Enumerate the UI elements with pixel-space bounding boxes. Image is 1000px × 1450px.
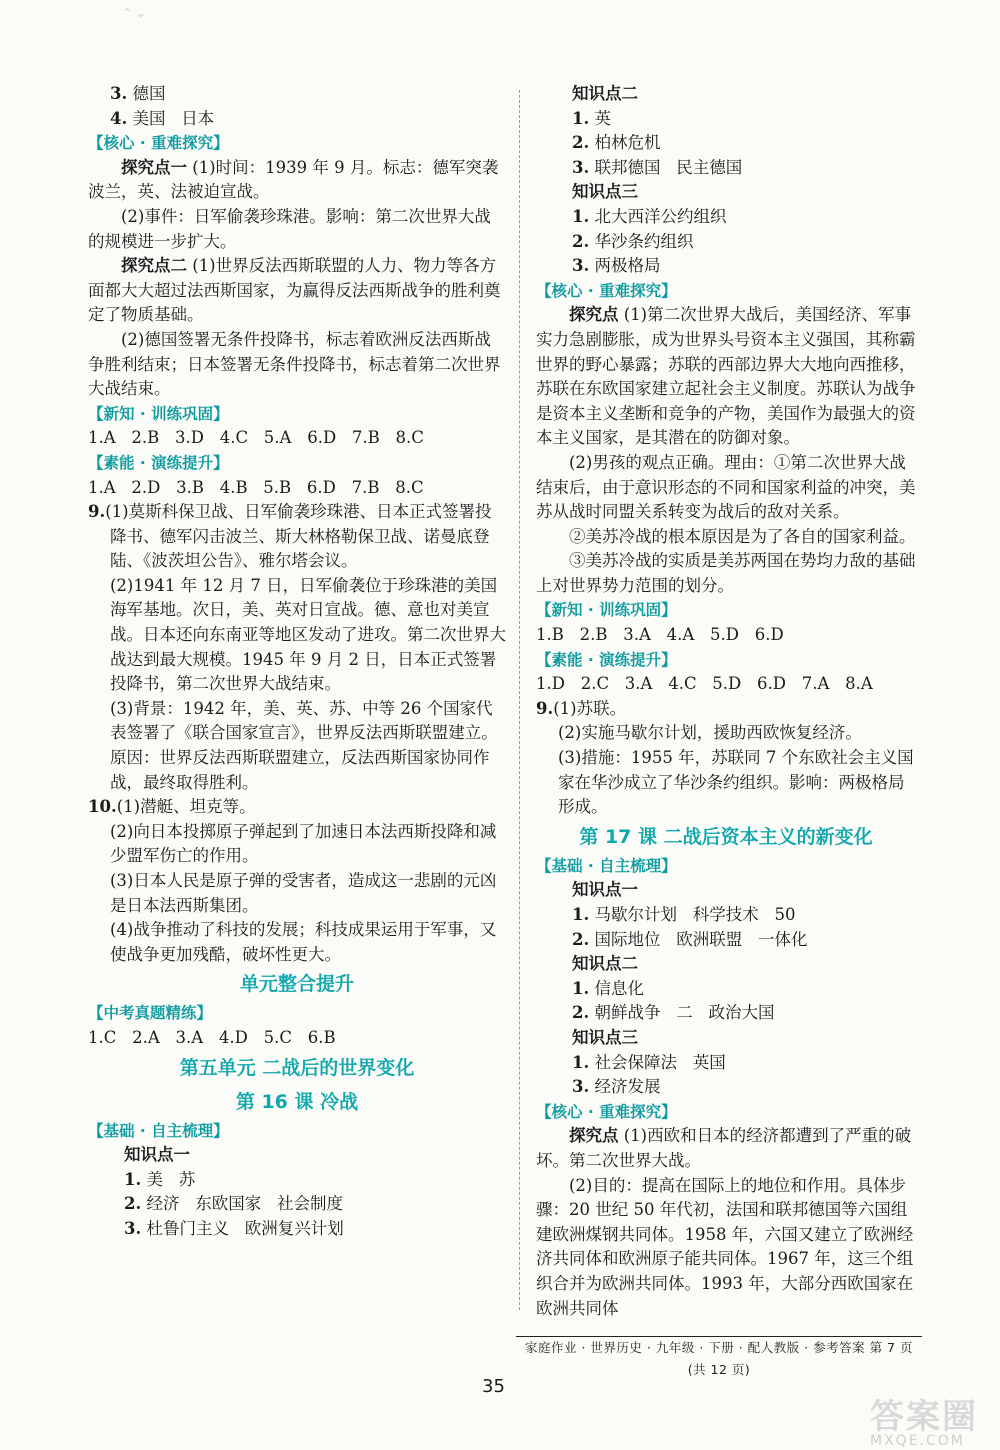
lesson-title: 单元整合提升 (239, 973, 354, 996)
item-text: 马歇尔计划 科学技术 50 (589, 905, 796, 924)
item-text: 经济发展 (589, 1077, 661, 1097)
section-heading: 【核心 · 重难探究】 (536, 281, 677, 300)
item-text: (4)战争推动了科技的发展；科技成果运用于军事，又使战争更加残酷，破坏性更大。 (110, 920, 497, 964)
item-label: 10. (88, 797, 117, 817)
item-text: 知识点一 (124, 1145, 190, 1165)
item-label: 2. (572, 1003, 590, 1023)
answer-paragraph (88, 697, 506, 795)
answer-paragraph (88, 156, 506, 205)
answer-paragraph (536, 746, 916, 820)
item-text: 两极格局 (589, 256, 661, 276)
answer-line (88, 1026, 506, 1051)
item-label: 2. (124, 1194, 142, 1214)
item-label: 3. (124, 1218, 142, 1238)
item-label: 2. (572, 231, 590, 251)
answer-line (536, 180, 916, 205)
answer-paragraph (536, 1174, 916, 1322)
item-label: 3. (572, 1077, 590, 1097)
top-mark: ⌃ ⌄ (122, 6, 146, 20)
answer-line (536, 928, 916, 953)
item-text: 1.D 2.C 3.A 4.C 5.D 6.D 7.A 8.A (536, 674, 873, 694)
section-heading: 【核心 · 重难探究】 (536, 1102, 677, 1121)
item-text: (2)实施马歇尔计划，援助西欧恢复经济。 (558, 723, 862, 743)
item-label: 9. (88, 502, 106, 522)
item-text: 知识点三 (572, 1027, 638, 1047)
item-label: 1. (572, 905, 590, 924)
item-text: (1)潜艇、坦克等。 (116, 797, 256, 817)
item-text: (3)措施：1955 年，苏联同 7 个东欧社会主义国家在华沙成立了华沙条约组织。影响：两极格局形成。 (558, 748, 914, 817)
item-text: (2)目的：提高在国际上的地位和作用。具体步骤：20 世纪 50 年代初，法国和联邦德国等六国组建欧洲煤钢共同体。1958 年，六国又建立了欧洲经济共同体和欧洲原子能共同体。1967 年，这三个组织合并为欧洲共同体。1993 年，大部分西欧国家在欧洲共同体 (536, 1175, 914, 1318)
page-footer: 家庭作业 · 世界历史 · 九年级 · 下册 · 配人教版 · 参考答案 第 7 页(共 12 页) (516, 1336, 922, 1359)
item-text: ③美苏冷战的实质是美苏两国在势均力敌的基础上对世界势力范围的划分。 (536, 551, 916, 595)
watermark-logo (870, 1397, 980, 1449)
item-text: (3)背景：1942 年，美、英、苏、中等 26 个国家代表签署了《联合国家宣言》，世界反法西斯联盟建立。原因：世界反法西斯联盟建立，反法西斯国家协同作战，最终取得胜利。 (110, 698, 498, 792)
answer-line (536, 1026, 916, 1051)
answer-line (88, 1192, 506, 1217)
item-text: 知识点三 (572, 182, 638, 202)
item-label: 探究点 (569, 1126, 619, 1146)
section-heading: 【新知 · 训练巩固】 (88, 404, 229, 423)
item-text: (1)西欧和日本的经济都遭到了严重的破坏。第二次世界大战。 (536, 1126, 912, 1170)
section-heading: 【基础 · 自主梳理】 (88, 1121, 229, 1140)
item-label: 探究点二 (121, 256, 187, 276)
item-text: 1.B 2.B 3.A 4.A 5.D 6.D (536, 625, 784, 645)
section-heading: 【基础 · 自主梳理】 (536, 856, 677, 875)
item-label: 3. (572, 256, 590, 276)
item-text: 美国 日本 (127, 108, 215, 128)
answer-paragraph (536, 451, 916, 525)
answer-paragraph (88, 205, 506, 254)
answer-line (536, 230, 916, 255)
item-text: 1.A 2.D 3.B 4.B 5.B 6.D 7.B 8.C (88, 477, 424, 497)
item-text: 经济 东欧国家 社会制度 (141, 1194, 343, 1214)
item-text: 北大西洋公约组织 (589, 206, 727, 226)
answer-paragraph (88, 869, 506, 918)
watermark-text: 答案圈 (870, 1397, 978, 1437)
item-text: 华沙条约组织 (589, 231, 694, 251)
item-label: 2. (572, 133, 590, 153)
answer-paragraph (88, 328, 506, 402)
left-column (88, 82, 506, 1242)
item-text: (1)世界反法西斯联盟的人力、物力等各方面都大大超过法西斯国家，为赢得反法西斯战争的胜利奠定了物质基础。 (88, 256, 501, 325)
item-text: 柏林危机 (589, 133, 661, 153)
answer-line (88, 476, 506, 501)
item-text: 社会保障法 英国 (589, 1052, 726, 1072)
item-text: 国际地位 欧洲联盟 一体化 (589, 929, 808, 949)
answer-line (536, 82, 916, 107)
item-text: (2)1941 年 12 月 7 日，日军偷袭位于珍珠港的美国海军基地。次日，美、英对日宣战。德、意也对美宣战。日本还向东南亚等地区发动了进攻。第二次世界大战达到最大规模。1945 年 9 月 2 日，日本正式签署投降书，第二次世界大战结束。 (110, 575, 506, 694)
answer-paragraph (536, 525, 916, 550)
item-text: (1)莫斯科保卫战、日军偷袭珍珠港、日本正式签署投降书、德军闪击波兰、斯大林格勒保卫战、诺曼底登陆、《波茨坦公告》、雅尔塔会议。 (105, 502, 492, 571)
answer-line (88, 1143, 506, 1168)
answer-line (536, 1001, 916, 1026)
answer-line (88, 1168, 506, 1193)
item-text: 信息化 (589, 978, 644, 998)
lesson-title: 第五单元 二战后的世界变化 (179, 1056, 415, 1079)
right-column (536, 82, 916, 1321)
answer-paragraph (536, 303, 916, 451)
item-text: 1.C 2.A 3.A 4.D 5.C 6.B (88, 1027, 336, 1047)
answer-paragraph (536, 1124, 916, 1173)
lesson-title: 第 16 课 冷战 (235, 1090, 359, 1113)
section-heading: 【新知 · 训练巩固】 (536, 601, 677, 620)
item-text: (2)向日本投掷原子弹起到了加速日本法西斯投降和减少盟军伤亡的作用。 (110, 821, 497, 866)
item-text: (1)苏联。 (553, 698, 627, 718)
answer-paragraph (88, 918, 506, 967)
item-label: 4. (110, 108, 128, 128)
item-text: (2)男孩的观点正确。理由：①第二次世界大战结束后，由于意识形态的不同和国家利益的冲突，美苏从战时同盟关系转变为战后的敌对关系。 (536, 452, 916, 522)
answer-line (536, 205, 916, 230)
item-label: 探究点 (569, 305, 619, 325)
section-heading: 【素能 · 演练提升】 (536, 650, 677, 669)
answer-paragraph (536, 721, 916, 746)
item-text: 德国 (127, 84, 166, 103)
item-text: (1)时间：1939 年 9 月。标志：德军突袭波兰，英、法被迫宣战。 (88, 157, 499, 202)
section-heading: 【核心 · 重难探究】 (88, 134, 229, 153)
answer-line (536, 131, 916, 156)
section-heading: 【中考真题精练】 (88, 1004, 213, 1023)
item-text: 朝鲜战争 二 政治大国 (589, 1003, 775, 1023)
lesson-title: 第 17 课 二战后资本主义的新变化 (579, 825, 873, 848)
answer-line (536, 878, 916, 903)
answer-paragraph (536, 549, 916, 598)
item-label: 9. (536, 698, 554, 718)
item-text: 美 苏 (141, 1169, 196, 1189)
answer-paragraph (88, 574, 506, 697)
item-text: (1)第二次世界大战后，美国经济、军事实力急剧膨胀，成为世界头号资本主义强国，其称霸世界的野心暴露；苏联的西部边界大大地向西推移，苏联在东欧国家建立起社会主义制度。苏联认为战争是资本主义垄断和竞争的产物，美国作为最强大的资本主义国家，是其潜在的防御对象。 (536, 305, 916, 448)
answer-line (536, 977, 916, 1002)
item-label: 3. (572, 157, 590, 177)
page-number: 35 (482, 1376, 505, 1397)
answer-line (536, 1051, 916, 1076)
question-item (88, 500, 506, 574)
answer-line (536, 952, 916, 977)
item-label: 探究点一 (121, 157, 187, 177)
answer-line (88, 1217, 506, 1242)
item-text: (3)日本人民是原子弹的受害者，造成这一悲剧的元凶是日本法西斯集团。 (110, 871, 497, 915)
item-text: 知识点二 (572, 84, 638, 103)
answer-line (88, 82, 506, 107)
answer-paragraph (88, 820, 506, 869)
item-label: 1. (572, 108, 590, 128)
answer-line (536, 254, 916, 279)
item-text: 知识点一 (572, 880, 638, 900)
watermark-url: MXQE.COM (870, 1433, 965, 1449)
answer-line (536, 672, 916, 697)
answer-line (536, 156, 916, 181)
item-label: 1. (572, 1052, 590, 1072)
item-text: 知识点二 (572, 954, 638, 974)
answer-line (536, 623, 916, 648)
item-label: 2. (572, 929, 590, 949)
item-label: 1. (572, 978, 590, 998)
item-label: 3. (110, 84, 128, 103)
item-text: (2)德国签署无条件投降书，标志着欧洲反法西斯战争胜利结束；日本签署无条件投降书，标志着第二次世界大战结束。 (88, 329, 501, 399)
item-text: 1.A 2.B 3.D 4.C 5.A 6.D 7.B 8.C (88, 428, 424, 448)
answer-line (88, 426, 506, 451)
answer-line (536, 903, 916, 928)
item-text: ②美苏冷战的根本原因是为了各自的国家利益。 (569, 526, 916, 546)
item-label: 1. (572, 206, 590, 226)
column-divider (519, 90, 520, 1310)
answer-line (88, 107, 506, 132)
item-text: (2)事件：日军偷袭珍珠港。影响：第二次世界大战的规模进一步扩大。 (88, 206, 491, 251)
item-label: 1. (124, 1169, 142, 1189)
item-text: 英 (589, 108, 611, 128)
question-item (536, 697, 916, 722)
question-item (88, 795, 506, 820)
answer-line (536, 1075, 916, 1100)
answer-paragraph (88, 254, 506, 328)
answer-line (536, 107, 916, 132)
item-text: 杜鲁门主义 欧洲复兴计划 (141, 1218, 344, 1238)
section-heading: 【素能 · 演练提升】 (88, 453, 229, 472)
item-text: 联邦德国 民主德国 (589, 157, 743, 177)
